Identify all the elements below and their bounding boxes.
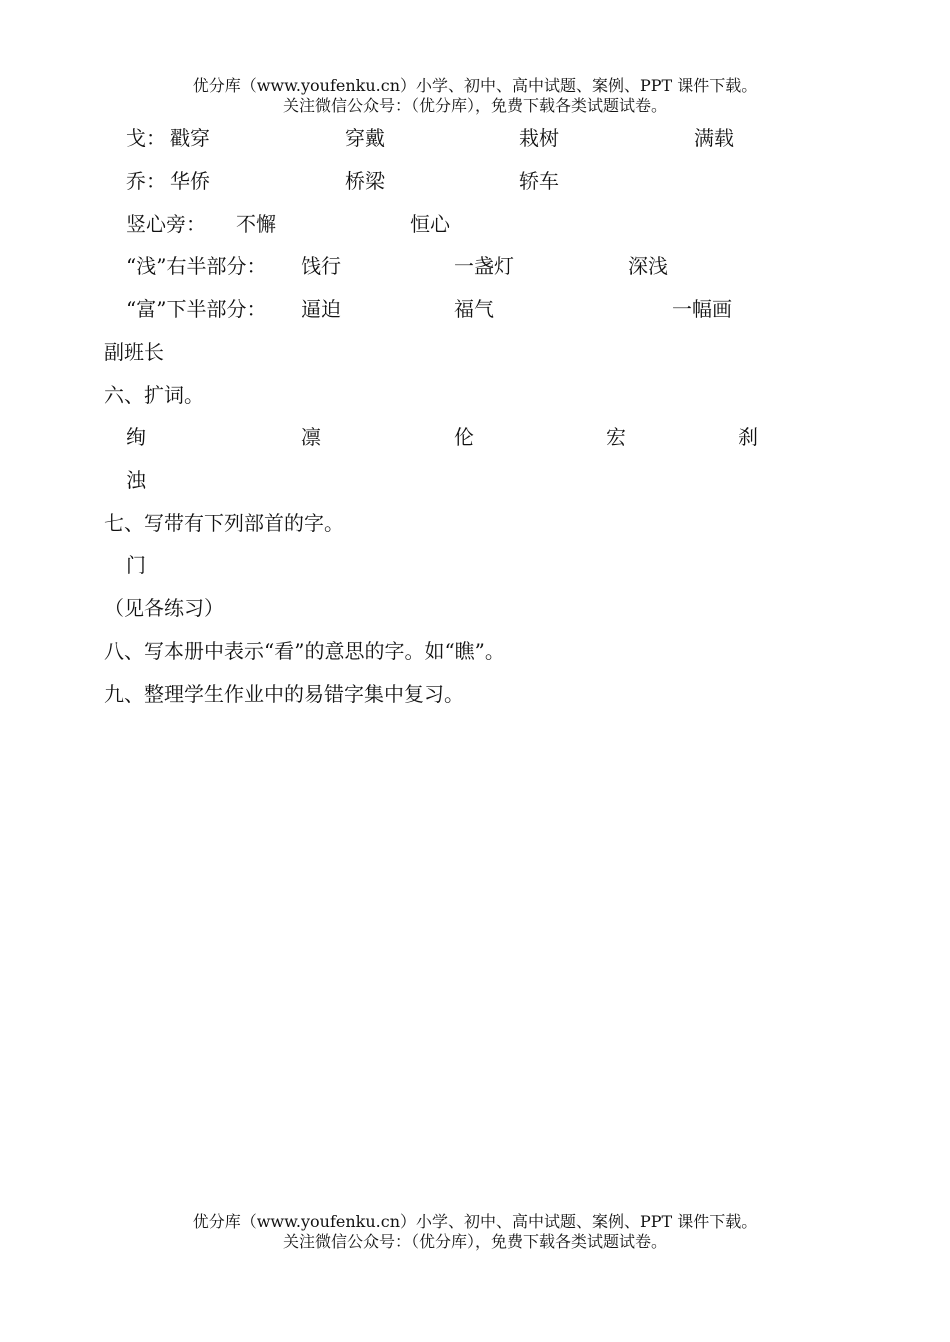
section-8-title: 八、写本册中表示“看”的意思的字。如“瞧”。	[104, 639, 505, 663]
qiao-word-2: 桥梁	[345, 169, 385, 193]
expand-char-2: 凛	[301, 425, 321, 449]
header-line-2: 关注微信公众号：（优分库），免费下载各类试题试卷。	[282, 96, 667, 115]
header-line-1: 优分库（www.youfenku.cn）小学、初中、高中试题、案例、PPT 课件下载。	[192, 76, 758, 95]
qian-word-2: 一盏灯	[454, 254, 514, 278]
expand-char-4: 宏	[606, 425, 626, 449]
section-6-title: 六、扩词。	[104, 383, 204, 407]
fu-label: “富”下半部分：	[126, 297, 267, 321]
expand-char-3: 伦	[454, 425, 474, 449]
fu-word-2: 福气	[454, 297, 494, 321]
shuxin-word-2: 恒心	[410, 212, 450, 236]
section-7-radical: 门	[126, 553, 146, 577]
qian-word-3: 深浅	[628, 254, 668, 278]
ge-word-3: 栽树	[519, 126, 559, 150]
section-9-title: 九、整理学生作业中的易错字集中复习。	[104, 682, 464, 706]
expand-char-6: 浊	[126, 468, 146, 492]
fu-extra-word: 副班长	[104, 340, 164, 364]
section-7-title: 七、写带有下列部首的字。	[104, 511, 344, 535]
page-footer	[0, 1212, 950, 1252]
expand-char-5: 刹	[738, 425, 758, 449]
qiao-word-3: 轿车	[519, 169, 559, 193]
fu-word-1: 逼迫	[301, 297, 341, 321]
qian-word-1: 饯行	[301, 254, 341, 278]
shuxin-word-1: 不懈	[236, 212, 276, 236]
footer-line-2: 关注微信公众号：（优分库），免费下载各类试题试卷。	[282, 1232, 667, 1251]
ge-word-2: 穿戴	[345, 126, 385, 150]
fu-word-3: 一幅画	[672, 297, 732, 321]
qiao-word-1: 华侨	[170, 169, 210, 193]
expand-char-1: 绚	[126, 425, 146, 449]
ge-word-4: 满载	[694, 126, 734, 150]
footer-line-1: 优分库（www.youfenku.cn）小学、初中、高中试题、案例、PPT 课件下载。	[192, 1212, 758, 1231]
qian-label: “浅”右半部分：	[126, 254, 267, 278]
ge-word-1: 戳穿	[170, 126, 210, 150]
shuxin-label: 竖心旁：	[126, 212, 206, 236]
section-7-note: （见各练习）	[104, 596, 224, 620]
page-header	[0, 76, 950, 116]
qiao-label: 乔：	[126, 169, 166, 193]
ge-label: 戈：	[126, 126, 166, 150]
